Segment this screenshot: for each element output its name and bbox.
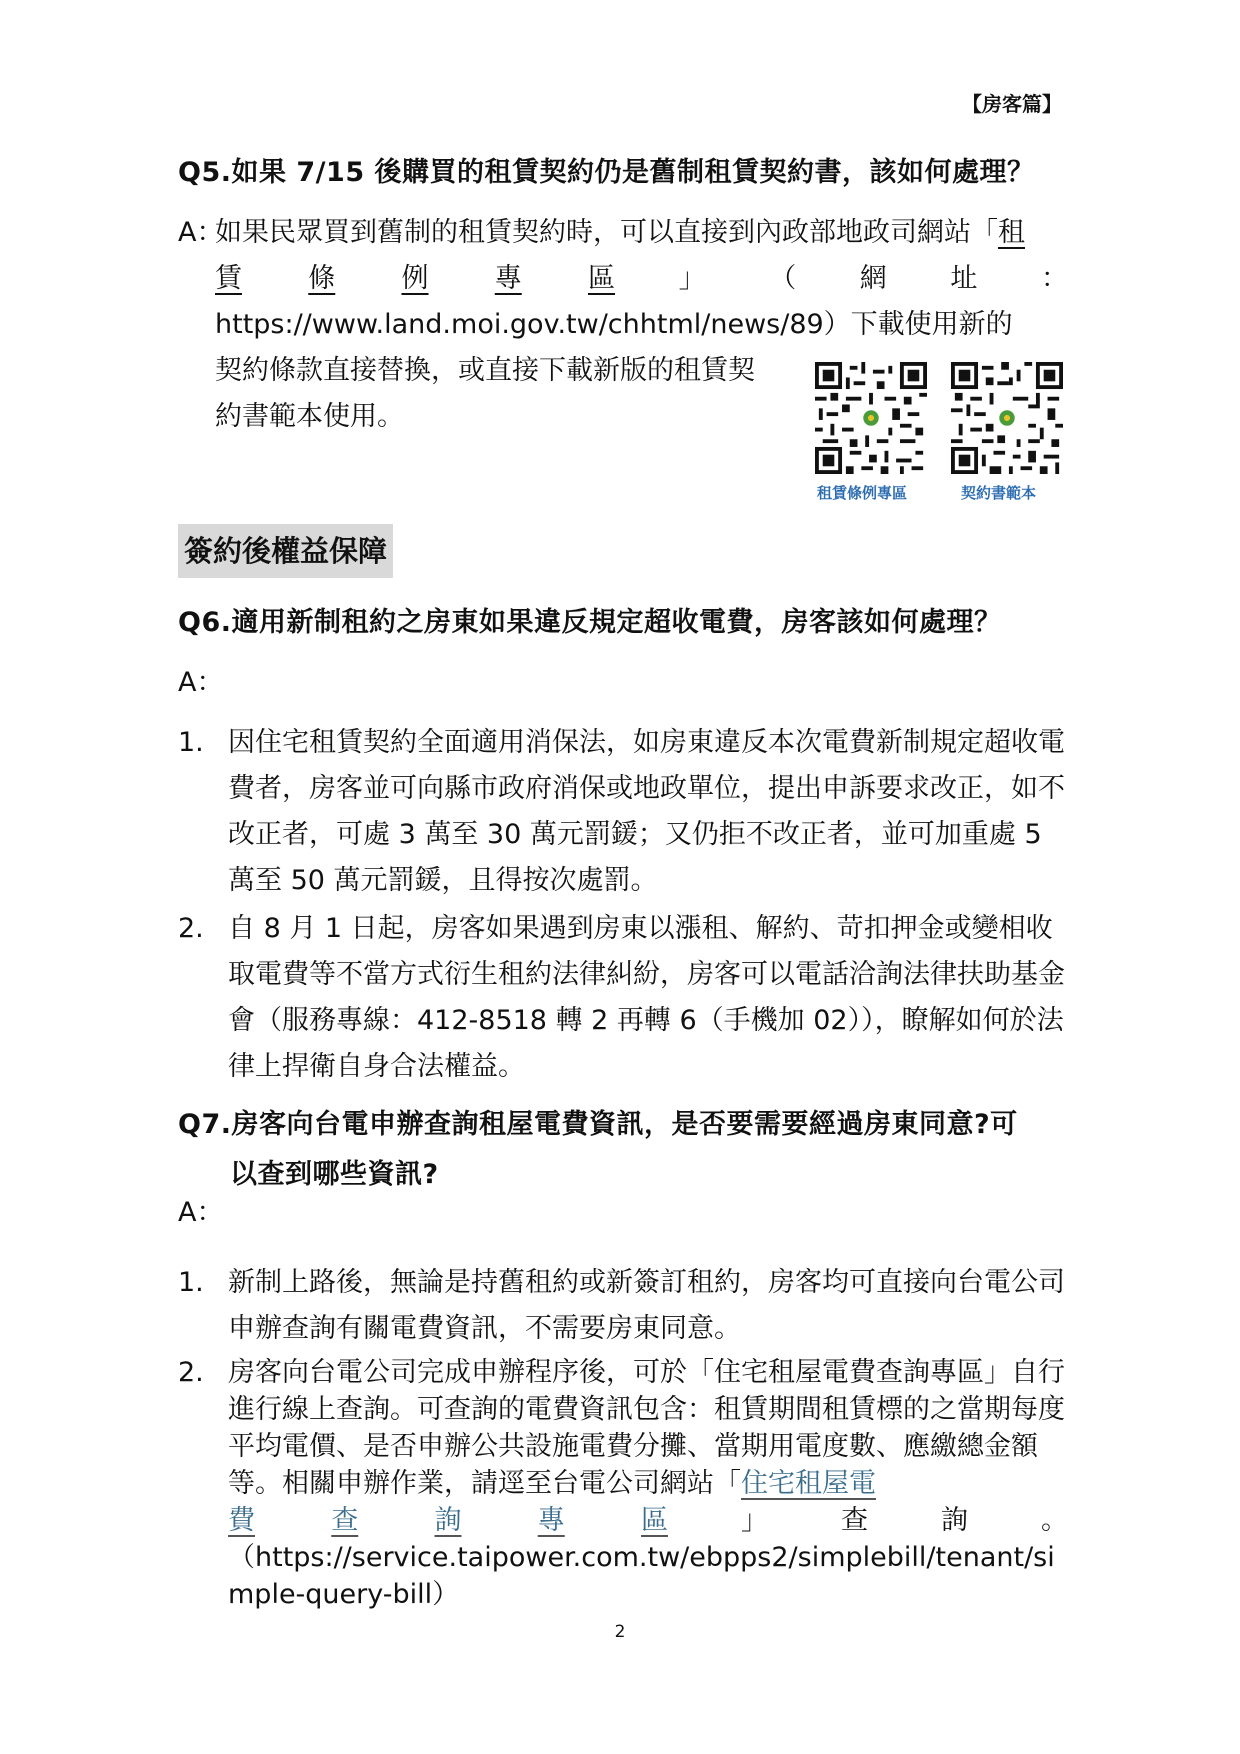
question-5-title: Q5.如果 7/15 後購買的租賃契約仍是舊制租賃契約書，該如何處理？	[178, 157, 1035, 188]
answer-5-line-4: 契約條款直接替換，或直接下載新版的租賃契	[215, 355, 755, 386]
list-item-text: 自 8 月 1 日起，房客如果遇到房東以漲租、解約、苛扣押金或變相收取電費等不當方式衍生租約法律糾紛，房客可以電話洽詢法律扶助基金會（服務專線：412-8518 轉 2 再轉 6（手機加 02）），瞭解如何於法律上捍衛自身合法權益。	[228, 913, 1065, 1082]
qr-code-rental-regulation[interactable]	[815, 362, 927, 474]
question-7-title-line-1: Q7.房客向台電申辦查詢租屋電費資訊，是否要需要經過房東同意?可	[178, 1109, 1018, 1140]
list-item	[178, 1354, 1068, 1613]
answer-7-spread-line	[228, 1502, 1068, 1539]
link-char: 專	[537, 1505, 565, 1536]
link-char: 查	[331, 1505, 359, 1536]
answer-7-label: A：	[178, 1197, 224, 1228]
link-char: 詢	[434, 1505, 462, 1536]
list-item	[178, 1260, 1068, 1352]
answer-5-line-1	[178, 210, 1068, 256]
text-char: （	[769, 263, 797, 294]
taipower-url[interactable]: （https://service.taipower.com.tw/ebpps2/simplebill/tenant/simple-query-bill）	[228, 1542, 1055, 1610]
rental-regulation-link[interactable]	[215, 256, 615, 302]
link-char: 費	[228, 1505, 255, 1536]
qr-code-contract-template[interactable]	[951, 362, 1063, 474]
question-6-title: Q6.適用新制租約之房東如果違反規定超收電費，房客該如何處理？	[178, 607, 1002, 638]
list-number: 1.	[178, 727, 204, 758]
question-7-title-line-2: 以查到哪些資訊?	[230, 1159, 439, 1190]
list-item-text: 新制上路後，無論是持舊租約或新簽訂租約，房客均可直接向台電公司申辦查詢有關電費資訊，不需要房東同意。	[228, 1267, 1065, 1344]
section-heading: 簽約後權益保障	[178, 524, 393, 578]
answer-5-line-2	[178, 256, 1068, 302]
text-char: 」	[678, 263, 706, 294]
taipower-query-link[interactable]	[228, 1502, 668, 1539]
link-char: 例	[401, 263, 429, 294]
link-char: 條	[308, 263, 336, 294]
qr-caption-rental-regulation: 租賃條例專區	[817, 484, 908, 502]
rental-regulation-link-part[interactable]: 租	[998, 217, 1025, 248]
answer-5-text-1: 如果民眾買到舊制的租賃契約時，可以直接到內政部地政司網站「	[215, 217, 998, 248]
answer-6-list	[178, 720, 1068, 1090]
list-item-text: 房客向台電公司完成申辦程序後，可於「住宅租屋電費查詢專區」自行進行線上查詢。可查詢的電費資訊包含：租賃期間租賃標的之當期每度平均電價、是否申辦公共設施電費分攤、當期用電度數、應繳總金額等。相關申辦作業，請逕至台電公司網站「	[228, 1357, 1065, 1499]
text-char: ：	[1040, 263, 1068, 294]
text-char: 網	[859, 263, 887, 294]
text-char: 。	[1041, 1505, 1068, 1536]
section-tag: 【房客篇】	[962, 92, 1062, 116]
list-number: 2.	[178, 913, 204, 944]
answer-5-line-5: 約書範本使用。	[215, 401, 404, 432]
link-char: 區	[588, 263, 615, 294]
page-number: 2	[614, 1622, 626, 1642]
question-7-title	[178, 1100, 1068, 1200]
link-char: 賃	[215, 263, 242, 294]
answer-7-list	[178, 1260, 1068, 1613]
link-char: 區	[641, 1505, 668, 1536]
list-item	[178, 720, 1068, 904]
list-item	[178, 906, 1068, 1090]
text-char: 址	[950, 263, 978, 294]
list-number: 1.	[178, 1267, 204, 1298]
taipower-query-link-part[interactable]: 住宅租屋電	[741, 1468, 876, 1499]
list-number: 2.	[178, 1357, 204, 1388]
answer-5-url-line: https://www.land.moi.gov.tw/chhtml/news/89）下載使用新的	[215, 309, 1013, 340]
qr-code-group	[815, 362, 1070, 512]
link-char: 專	[494, 263, 522, 294]
text-char: 詢	[941, 1505, 968, 1536]
text-char: 」	[741, 1505, 768, 1536]
answer-prefix: A：	[178, 217, 224, 248]
list-item-text: 因住宅租賃契約全面適用消保法，如房東違反本次電費新制規定超收電費者，房客並可向縣市政府消保或地政單位，提出申訴要求改正，如不改正者，可處 3 萬至 30 萬元罰鍰；又仍拒不改正者，並可加重處 5 萬至 50 萬元罰鍰，且得按次處罰。	[228, 727, 1065, 896]
qr-caption-contract-template: 契約書範本	[961, 484, 1037, 502]
answer-6-label: A：	[178, 667, 224, 698]
text-char: 查	[841, 1505, 868, 1536]
